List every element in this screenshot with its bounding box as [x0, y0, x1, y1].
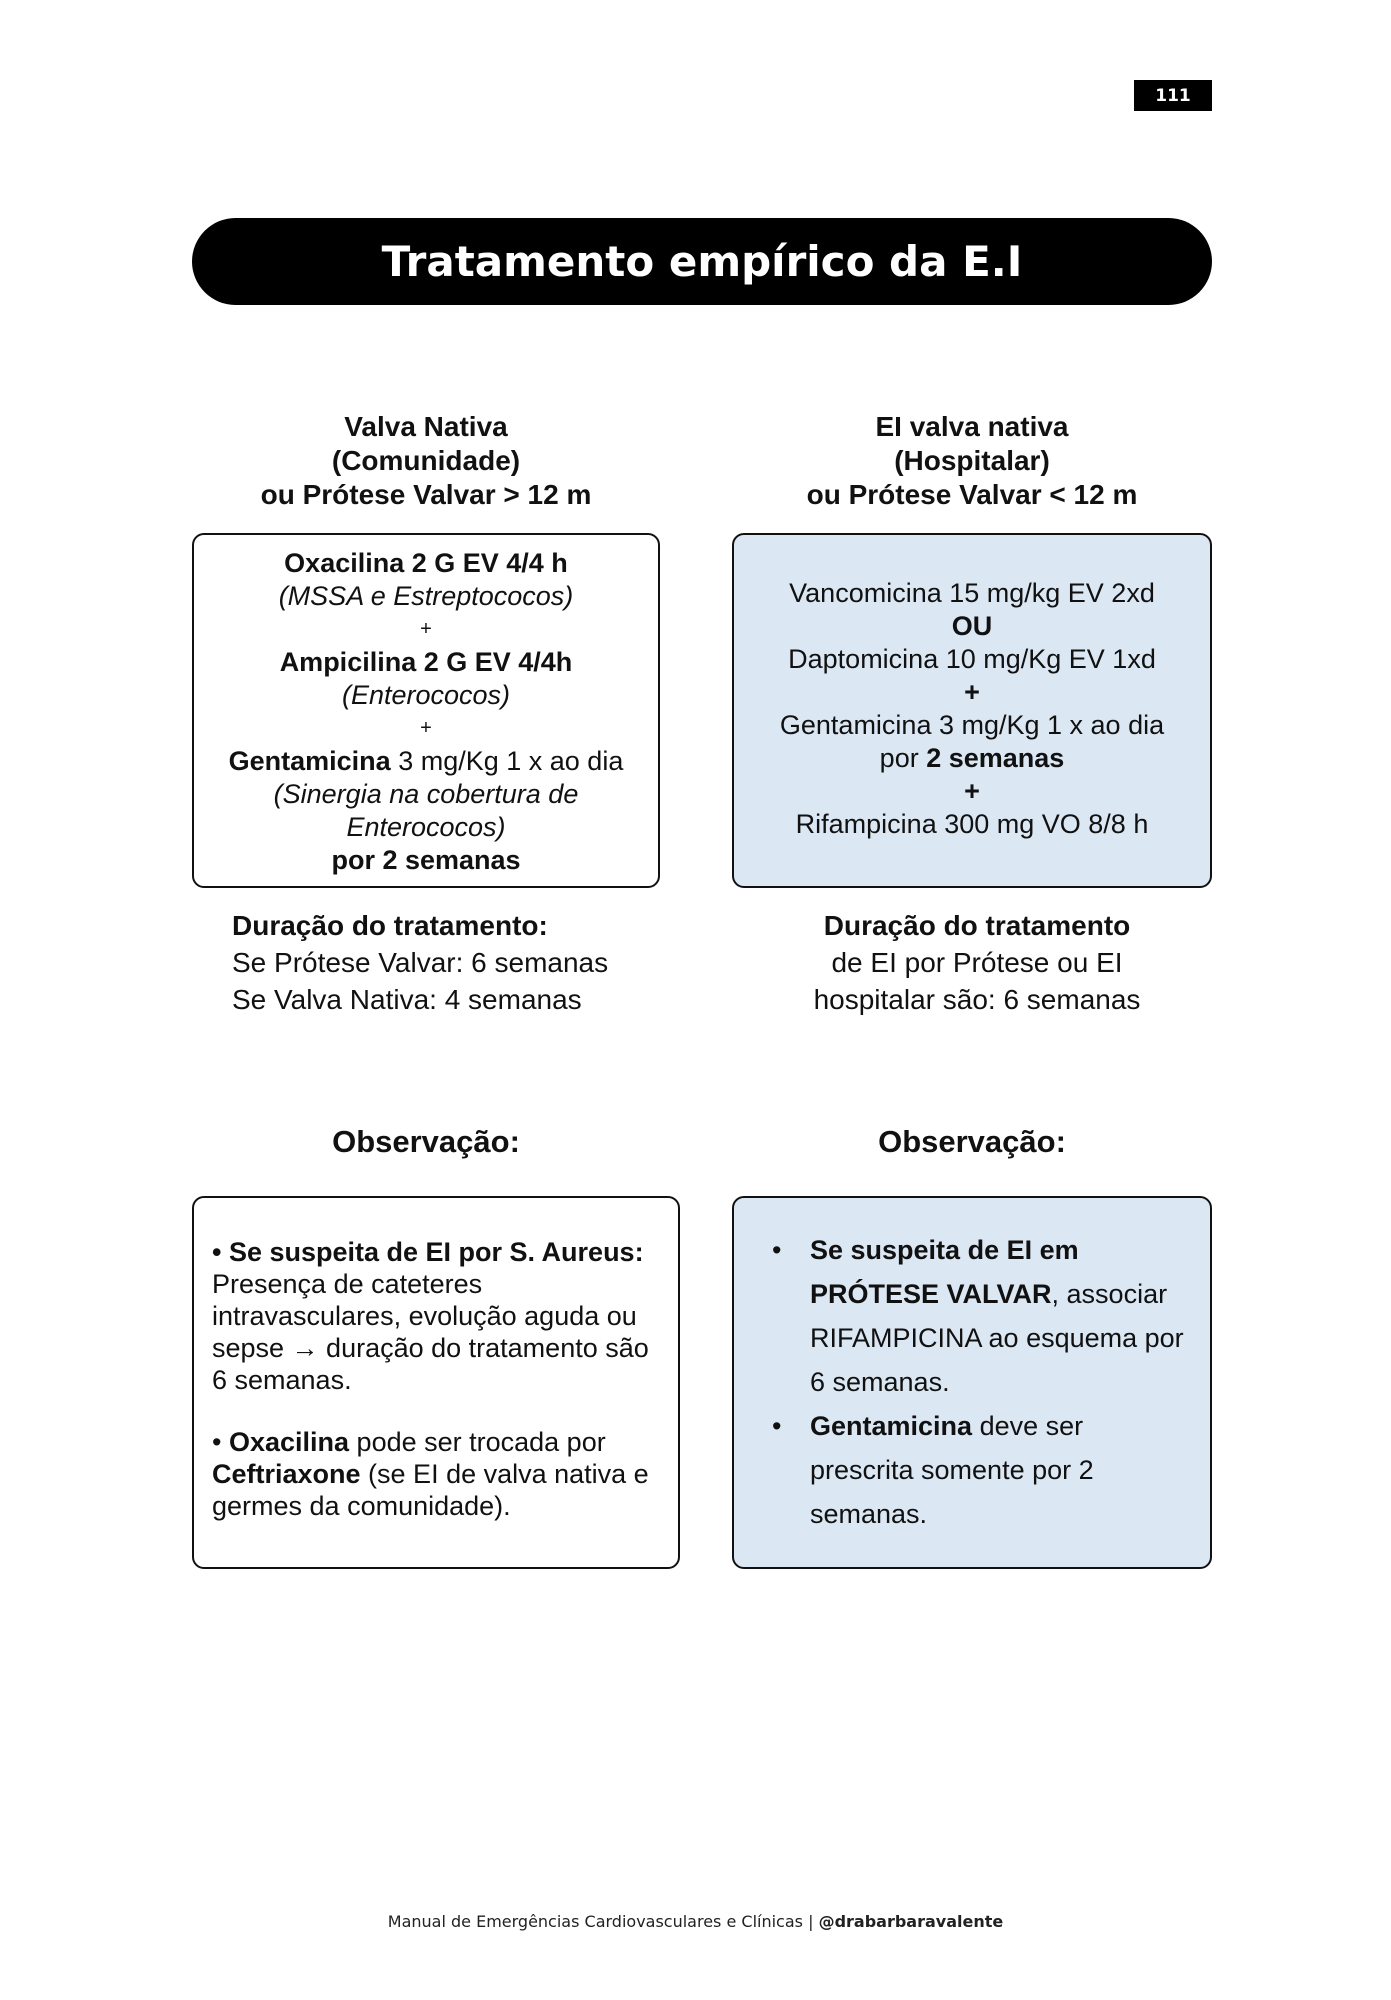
- page-title-text: Tratamento empírico da E.I: [381, 237, 1023, 286]
- gentamicina-dose: 3 mg/Kg 1 x ao dia: [390, 746, 624, 776]
- footer-text: Manual de Emergências Cardiovasculares e Clínicas |: [387, 1912, 819, 1931]
- obs-bold: PRÓTESE VALVAR: [810, 1279, 1052, 1309]
- plus-sign: +: [964, 776, 980, 806]
- left-obs-box: [192, 1196, 680, 1569]
- regimen-duration: por 2 semanas: [331, 845, 521, 875]
- gentamicina-line: Gentamicina 3 mg/Kg 1 x ao dia: [779, 710, 1165, 740]
- obs-text: Presença de cateteres intravasculares, evolução aguda ou sepse → duração do tratamento são 6 semanas.: [212, 1269, 649, 1395]
- list-item: [734, 1404, 1210, 1536]
- oxacilina-line: Oxacilina 2 G EV 4/4 h: [284, 548, 568, 578]
- obs-list: [734, 1228, 1210, 1536]
- vancomicina-line: Vancomicina 15 mg/kg EV 2xd: [789, 578, 1155, 608]
- por-weeks: 2 semanas: [926, 743, 1065, 773]
- bullet-icon: •: [772, 1235, 782, 1265]
- plus-sign: +: [420, 717, 432, 739]
- gentamicina-note: Enterococos): [346, 812, 506, 842]
- footer-handle: @drabarbaravalente: [818, 1912, 1004, 1931]
- duration-line: hospitalar são: 6 semanas: [813, 984, 1141, 1015]
- right-regimen-box: [732, 533, 1212, 888]
- duration-title: Duração do tratamento:: [232, 910, 548, 941]
- bullet-icon: •: [772, 1411, 782, 1441]
- obs-text: pode ser trocada por: [349, 1427, 606, 1457]
- left-heading: [192, 410, 660, 512]
- plus-sign: +: [420, 618, 432, 640]
- left-heading-line: (Comunidade): [331, 445, 521, 476]
- ampicilina-line: Ampicilina 2 G EV 4/4h: [279, 647, 573, 677]
- gentamicina-duration: [734, 742, 1210, 775]
- rifampicina-line: Rifampicina 300 mg VO 8/8 h: [795, 809, 1149, 839]
- right-heading: [732, 410, 1212, 512]
- obs-bullet: •: [212, 1427, 229, 1457]
- left-heading-line: ou Prótese Valvar > 12 m: [260, 479, 592, 510]
- plus-sign: +: [964, 677, 980, 707]
- ou-separator: OU: [951, 611, 993, 641]
- obs-bold: Oxacilina: [228, 1427, 350, 1457]
- right-heading-line: EI valva nativa: [875, 411, 1069, 442]
- right-heading-line: ou Prótese Valvar < 12 m: [806, 479, 1138, 510]
- daptomicina-line: Daptomicina 10 mg/Kg EV 1xd: [788, 644, 1156, 674]
- left-heading-line: Valva Nativa: [344, 411, 508, 442]
- obs-text: deve ser prescrita somente por 2 semanas.: [810, 1411, 1094, 1529]
- obs-bold: • Se suspeita de EI por S. Aureus:: [212, 1237, 644, 1267]
- right-heading-line: (Hospitalar): [894, 445, 1050, 476]
- obs-text: (se EI de valva nativa e germes da comunidade).: [212, 1459, 649, 1521]
- obs-bold: Ceftriaxone: [212, 1459, 361, 1489]
- footer: [0, 1912, 1391, 1931]
- list-item: [734, 1228, 1210, 1404]
- duration-line: Se Valva Nativa: 4 semanas: [232, 984, 582, 1015]
- gentamicina-name: Gentamicina: [228, 746, 391, 776]
- right-obs-title: Observação:: [878, 1124, 1066, 1159]
- duration-title: Duração do tratamento: [823, 910, 1131, 941]
- right-duration: [762, 907, 1192, 1018]
- duration-line: de EI por Prótese ou EI: [831, 947, 1123, 978]
- obs-paragraph: [212, 1426, 660, 1522]
- right-obs-box: [732, 1196, 1212, 1569]
- ampicilina-note: (Enterococos): [341, 680, 511, 710]
- page-number: 111: [1134, 80, 1212, 111]
- por-text: por: [879, 743, 927, 773]
- left-duration: [232, 907, 672, 1018]
- obs-text: , associar RIFAMPICINA ao esquema por 6 semanas.: [810, 1279, 1184, 1397]
- duration-line: Se Prótese Valvar: 6 semanas: [232, 947, 609, 978]
- obs-bold: Se suspeita de EI em: [810, 1235, 1079, 1265]
- gentamicina-line: [194, 745, 658, 778]
- gentamicina-note: (Sinergia na cobertura de: [273, 779, 579, 809]
- oxacilina-note: (MSSA e Estreptococos): [278, 581, 574, 611]
- obs-bold: Gentamicina: [810, 1411, 973, 1441]
- left-obs-title: Observação:: [332, 1124, 520, 1159]
- page-title: [192, 218, 1212, 305]
- left-regimen-box: [192, 533, 660, 888]
- obs-paragraph: [212, 1236, 660, 1396]
